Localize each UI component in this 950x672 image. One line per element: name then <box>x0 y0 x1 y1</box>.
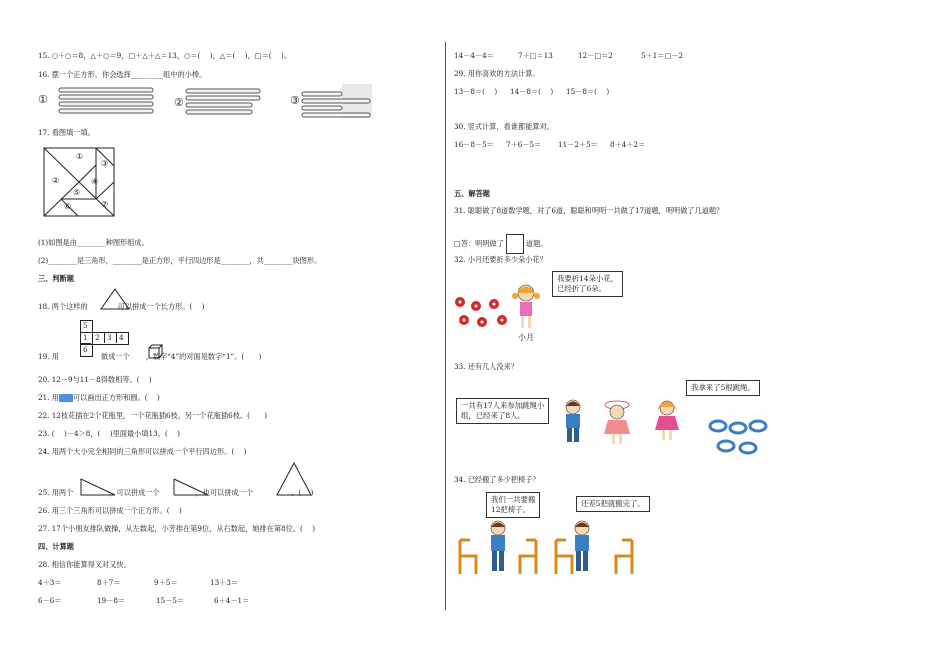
question-33: 33. 还有几人没来？ <box>454 362 519 371</box>
column-divider <box>445 42 446 610</box>
count-speech-bubble <box>456 398 549 424</box>
girl-speech-line-2: 已经折了6朵。 <box>557 284 607 293</box>
question-19-text-c: ，数字“4”的对面是数字“1”。( ) <box>145 352 262 361</box>
answer-box[interactable] <box>506 234 524 254</box>
tangram-label-7: ⑦ <box>101 200 109 209</box>
tangram-label-6: ⑥ <box>64 202 72 211</box>
question-16: 16. 摆一个正方形，你会选择_________组中的小棒。 <box>38 70 207 79</box>
calc-row-2-item-2: 19－8＝ <box>97 596 126 605</box>
calc-row-1-item-4: 13＋3＝ <box>210 578 239 587</box>
question-30: 30. 竖式计算，看谁都能算对。 <box>454 122 554 131</box>
stick-group-2 <box>174 86 294 120</box>
girl-with-hat-icon <box>602 400 632 446</box>
option-3-label: ③ <box>290 94 300 107</box>
question-32: 32. 小月还要折多少朵小花？ <box>454 255 547 264</box>
answer-suffix: 道题。 <box>525 239 548 248</box>
count-speech-line-1: 一共有17人来参加跳绳小 <box>461 401 545 410</box>
chairs-total-speech-bubble <box>486 492 540 518</box>
question-17-part-2: (2)________是三角形，________是正方形，平行四边形是________，共________块图形。 <box>38 256 322 265</box>
chairs-total-line-2: 12把椅子。 <box>491 505 530 514</box>
section-3-title: 三、判断题 <box>38 274 74 283</box>
net-digit-1: 1 <box>83 333 88 342</box>
net-digit-4: 4 <box>119 333 124 342</box>
section-5-title: 五、解答题 <box>454 189 490 198</box>
calc-row-5-item-3: 11－2＋5＝ <box>558 140 598 149</box>
question-21-text-a: 21. 用 <box>38 393 59 402</box>
calc-row-5-item-1: 16－8－5＝ <box>454 140 494 149</box>
calc-row-3-item-2: 7＋□＝13 <box>518 51 553 60</box>
question-21 <box>38 393 160 403</box>
question-25-text-a: 25. 用两个 <box>38 488 74 497</box>
girl-speech-line-1: 我要折14朵小花， <box>557 274 619 283</box>
calc-row-5-item-4: 8＋4＋2＝ <box>610 140 646 149</box>
cube-net <box>80 320 128 356</box>
boy-figure-icon <box>560 398 586 446</box>
calc-row-4-item-3: 15－8＝( ) <box>566 87 610 96</box>
boy-with-chairs-right-icon <box>552 518 636 578</box>
count-speech-line-2: 组，已经来了8人。 <box>461 411 525 420</box>
tangram-label-5: ⑤ <box>73 188 81 197</box>
girl-figure-icon <box>512 284 542 332</box>
question-28: 28. 相信你能算得又对又快。 <box>38 560 131 569</box>
question-29: 29. 用你喜欢的方法计算。 <box>454 69 540 78</box>
calc-row-4-item-1: 13－8＝( ) <box>454 87 498 96</box>
calc-row-1-item-1: 4＋3＝ <box>38 578 62 587</box>
flower-cluster-icon <box>454 294 514 330</box>
sticks-2-drawing <box>174 86 294 120</box>
isosceles-triangle-icon <box>276 462 312 496</box>
question-21-text-b: 可以画出正方形和圆。( ) <box>72 393 160 402</box>
section-4-title: 四、计算题 <box>38 542 74 551</box>
question-31: 31. 聪聪做了8道数学题，对了6道，聪聪和明明一共做了17道题，明明做了几道题？ <box>454 206 724 215</box>
sticks-1-drawing <box>38 86 158 120</box>
rectangle-split-icon <box>173 478 209 496</box>
calc-row-2-item-4: 6＋4－1＝ <box>214 596 250 605</box>
stick-group-3 <box>290 84 410 120</box>
tangram-label-3: ③ <box>101 159 109 168</box>
question-17-part-1: (1)如图是由________种图形组成。 <box>38 238 149 247</box>
question-34: 34. 已经搬了多少把椅子？ <box>454 475 540 484</box>
calc-row-3-item-3: 12－□＝2 <box>578 51 613 60</box>
girl-name: 小月 <box>518 333 534 342</box>
question-25-text-b: ，可以拼成一个 <box>109 488 160 497</box>
question-23: 23. ( )－4＞8，( )里面最小填13。( ) <box>38 429 180 438</box>
net-digit-2: 2 <box>95 333 100 342</box>
cuboid-block-icon <box>59 394 73 402</box>
question-20: 20. 12－9与11－8得数相等。( ) <box>38 375 152 384</box>
question-22: 22. 12枝花插在2个花瓶里，一个花瓶插6枝，另一个花瓶插6枝。( ) <box>38 411 268 420</box>
net-digit-5: 5 <box>83 321 88 330</box>
cube-icon <box>149 345 163 359</box>
chairs-total-line-1: 我们一共要搬 <box>491 495 536 504</box>
girl-with-ropes-icon <box>652 398 682 444</box>
question-24: 24. 用两个大小完全相同的三角形可以拼成一个平行四边形。( ) <box>38 447 247 456</box>
right-triangle-icon-1 <box>80 478 116 496</box>
chairs-remaining-speech-bubble: 还差5把就搬完了。 <box>576 496 650 512</box>
question-19-text-b: 做成一个 <box>100 352 130 361</box>
calc-row-5-item-2: 7＋6－5＝ <box>506 140 542 149</box>
net-digit-6: 6 <box>83 345 88 354</box>
triangle-icon <box>100 288 130 310</box>
question-25-text-c: ，也可以拼成一个 <box>195 488 254 497</box>
calc-row-2-item-3: 15－5＝ <box>156 596 185 605</box>
question-27: 27. 17个小朋友排队做操，从左数起，小芳排在第9位，从右数起，她排在第8位。( ) <box>38 524 316 533</box>
tangram-label-1: ① <box>76 152 84 161</box>
question-18-text-a: 18. 两个这样的 <box>38 302 88 311</box>
question-15: 15. ○＋○＝8，△＋○＝9，□＋△＋△＝13，○＝( )，△＝( )，□＝( )。 <box>38 51 292 60</box>
question-17: 17. 看图填一填。 <box>38 128 95 137</box>
calc-row-4-item-2: 14－8＝( ) <box>510 87 554 96</box>
girl-speech-bubble <box>552 271 623 297</box>
calc-row-1-item-3: 9＋5＝ <box>154 578 178 587</box>
question-19-text-a: 19. 用 <box>38 352 59 361</box>
question-25-text-d: 。( ) <box>291 488 314 497</box>
option-1-label: ① <box>38 93 48 106</box>
sticks-3-drawing <box>290 84 410 120</box>
tangram-label-4: ④ <box>91 177 99 186</box>
option-2-label: ② <box>174 96 184 109</box>
calc-row-3-item-4: 5＋1＝□－2 <box>641 51 684 60</box>
calc-row-3-item-1: 14－4－4＝ <box>454 51 494 60</box>
answer-prefix: □答：明明做了 <box>454 239 504 248</box>
tangram-label-2: ② <box>52 176 60 185</box>
jump-rope-group-icon <box>706 418 770 458</box>
tangram-figure <box>44 148 114 216</box>
rope-speech-bubble: 我拿来了5根跳绳。 <box>686 380 760 396</box>
calc-row-2-item-1: 6－6＝ <box>38 596 62 605</box>
net-digit-3: 3 <box>107 333 112 342</box>
boy-with-chairs-left-icon <box>456 518 540 578</box>
question-18-text-b: 可以拼成一个长方形。( ) <box>117 302 205 311</box>
stick-group-1 <box>38 86 158 120</box>
question-31-answer <box>454 234 548 254</box>
calc-row-1-item-2: 8＋7＝ <box>97 578 121 587</box>
question-26: 26. 用三个三角形可以拼成一个正方形。( ) <box>38 506 182 515</box>
